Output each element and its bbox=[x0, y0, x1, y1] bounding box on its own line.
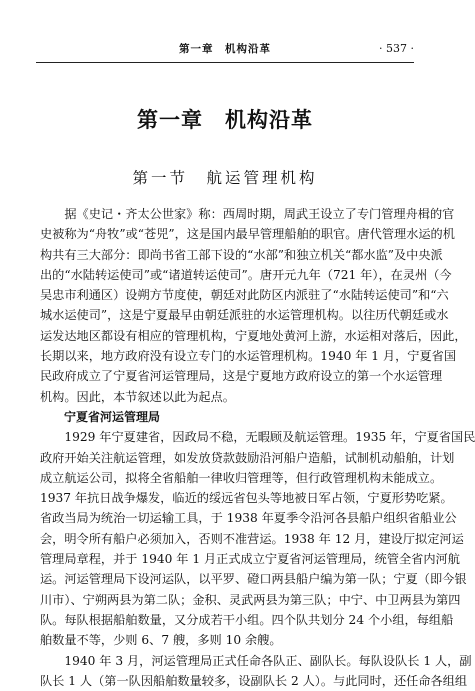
text-line: 队长 1 人（第一队因船舶数量较多，设副队长 2 人）。与此同时，还任命各组组 bbox=[40, 673, 468, 688]
text-line: 吴忠市利通区）设朔方节度使，朝廷对此防区内派驻了“水陆转运使司”和“六 bbox=[40, 288, 449, 303]
text-line: 管理局章程，并于 1940 年 1 月正式成立宁夏省河运管理局，统管全省内河航 bbox=[40, 552, 460, 567]
page-number: · 537 · bbox=[379, 42, 414, 55]
text-line: 1929 年宁夏建省，因政局不稳，无暇顾及航运管理。1935 年，宁夏省国民 bbox=[40, 430, 475, 445]
text-line: 川市）、宁朔两县为第二队；金积、灵武两县为第三队；中宁、中卫两县为第四 bbox=[40, 592, 461, 607]
text-line: 会，明令所有船户必须加入，否则不准营运。1938 年 12 月，建设厅拟定河运 bbox=[40, 531, 464, 546]
text-line: 政府开始关注航运管理，如发放贷款鼓励沿河船户造船，试制机动船舶，计划 bbox=[40, 450, 455, 465]
text-line: 1940 年 3 月，河运管理局正式任命各队正、副队长。每队设队长 1 人，副 bbox=[40, 653, 472, 668]
text-line: 构共有三大部分：即尚书省工部下设的“水部”和独立机关“都水监”及中央派 bbox=[40, 247, 443, 262]
text-line: 民政府成立了宁夏省河运管理局，这是宁夏地方政府设立的第一个水运管理 bbox=[40, 369, 443, 384]
text-line: 运。河运管理局下设河运队，以平罗、磴口两县船户编为第一队；宁夏（即今银 bbox=[40, 572, 467, 587]
body-text bbox=[40, 204, 475, 691]
text-line: 省政当局为统治一切运输工具，于 1938 年夏季令沿河各县船户组织省船业公 bbox=[40, 511, 457, 526]
text-line: 据《史记・齐太公世家》称：西周时期，周武王设立了专门管理舟楫的官 bbox=[40, 207, 455, 221]
running-head-chapter: 第一章 机构沿革 bbox=[179, 43, 271, 55]
text-line: 长期以来，地方政府没有设立专门的水运管理机构。1940 年 1 月，宁夏省国 bbox=[40, 349, 457, 364]
text-line: 史被称为“舟牧”或“苍兕”，这是国内最早管理船舶的职官。唐代管理水运的机 bbox=[40, 227, 455, 242]
header-rule bbox=[36, 62, 414, 63]
text-line: 运发达地区都设有相应的管理机构，宁夏地处黄河上游，水运相对落后，因此， bbox=[40, 328, 467, 343]
text-line: 队。每队根据船舶数量，又分成若干小组。四个队共划分 24 个小组，每组船 bbox=[40, 612, 454, 627]
text-line: 舶数量不等，少则 6、7 艘，多则 10 余艘。 bbox=[40, 633, 282, 648]
text-line: 机构。因此，本节叙述以此为起点。 bbox=[40, 389, 235, 404]
text-line: 1937 年抗日战争爆发，临近的绥远省包头等地被日军占领，宁夏形势吃紧。 bbox=[40, 491, 453, 506]
running-head bbox=[36, 40, 414, 58]
text-line: 城水运使司”，这是宁夏最早由朝廷派驻的水运管理机构。以往历代朝廷或水 bbox=[40, 308, 449, 323]
text-line: 成立航运公司，拟将全省船舶一律收归管理等，但行政管理机构未能成立。 bbox=[40, 470, 443, 485]
section-title: 第一节 航运管理机构 bbox=[132, 169, 318, 187]
subsection-heading: 宁夏省河运管理局 bbox=[40, 409, 161, 424]
text-line: 出的“水陆转运使司”或“诸道转运使司”。唐开元九年（721 年），在灵州（今 bbox=[40, 267, 452, 282]
chapter-title: 第一章 机构沿革 bbox=[137, 107, 313, 132]
